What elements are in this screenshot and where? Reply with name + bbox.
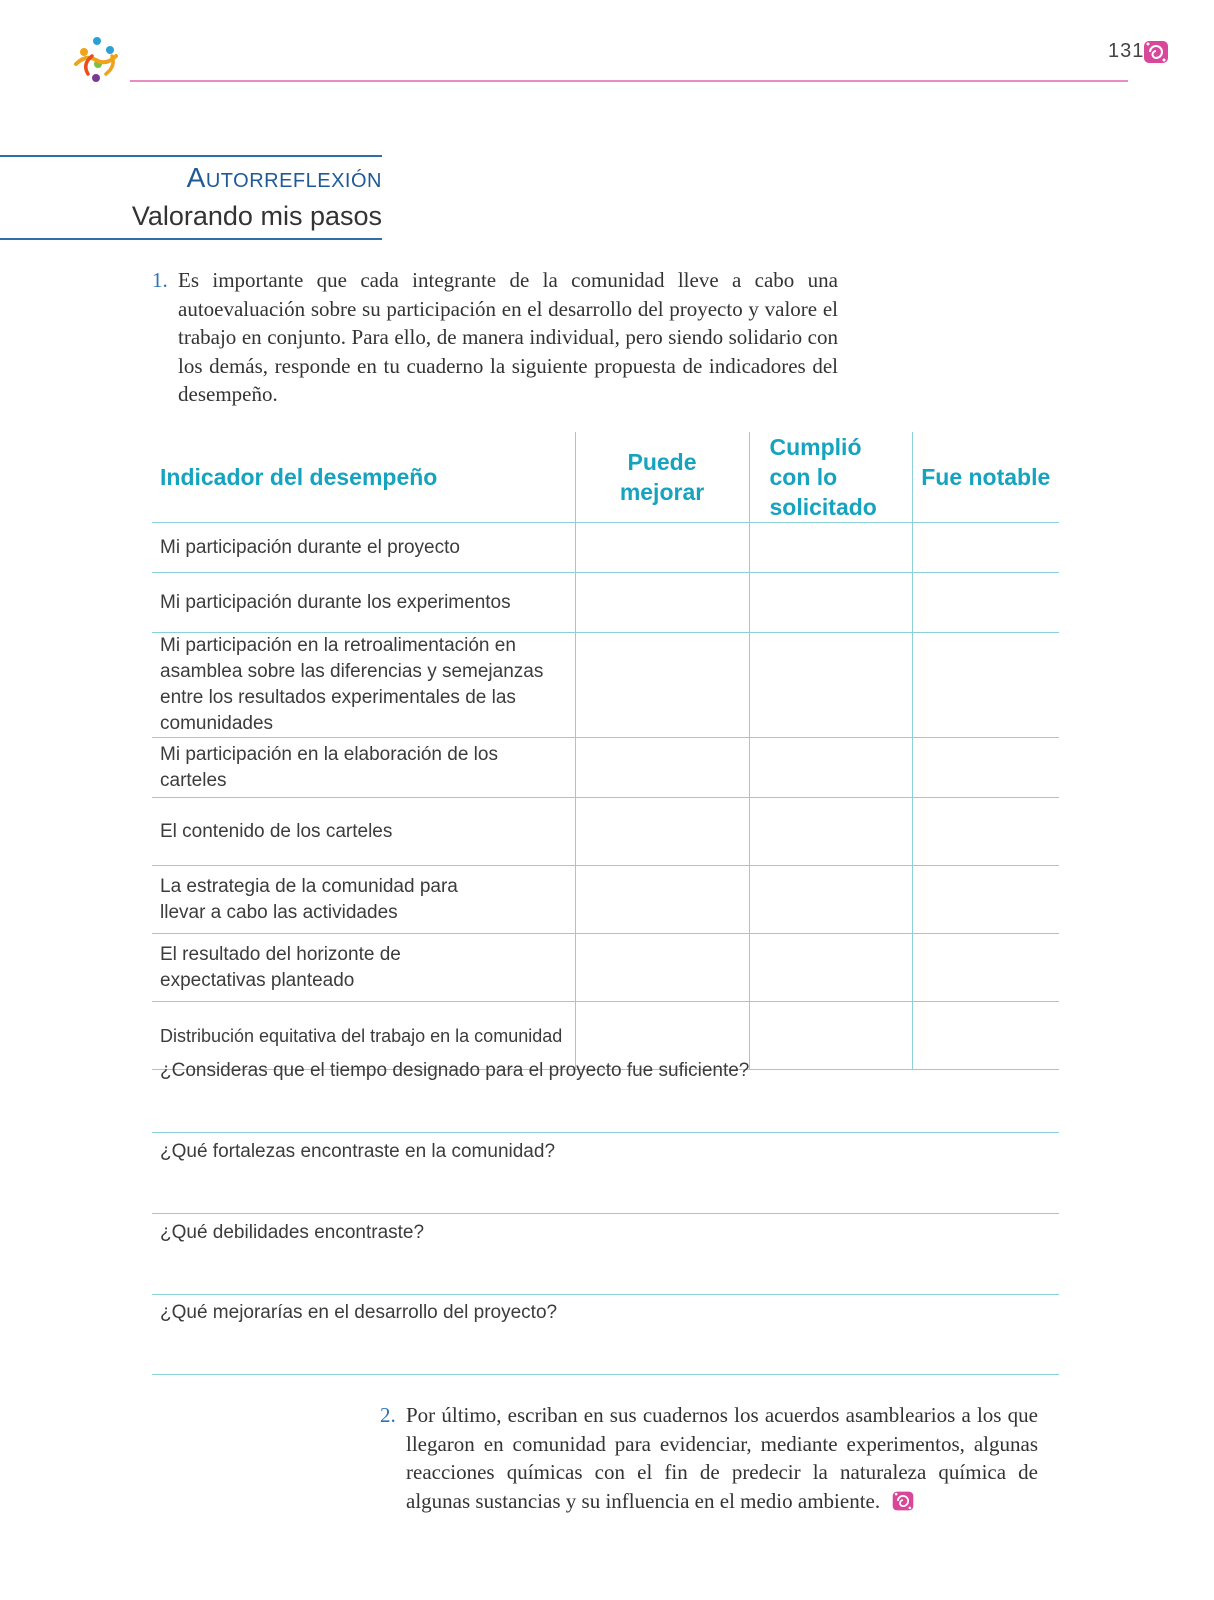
column-header: Fue notable	[912, 432, 1059, 523]
table-row	[152, 934, 1059, 1002]
rating-cell	[575, 934, 749, 1002]
indicator-cell: El contenido de los carteles	[152, 798, 575, 866]
rating-cell	[749, 633, 912, 738]
question-text: ¿Qué debilidades encontraste?	[160, 1222, 425, 1243]
indicator-cell: Mi participación en la elaboración de los carteles	[152, 738, 575, 798]
indicator-cell: Mi participación en la retroalimentación en asamblea sobre las diferencias y semejanzas entre los resultados experimentales de las comunidades	[152, 633, 575, 738]
magenta-spiral-glyph-icon	[1142, 38, 1170, 66]
section-title: Autorreflexión	[186, 162, 382, 193]
rating-cell	[912, 934, 1059, 1002]
question-text: ¿Consideras que el tiempo designado para el proyecto fue suficiente?	[160, 1060, 750, 1081]
page-number: 131	[1108, 40, 1145, 62]
rating-cell	[575, 798, 749, 866]
table-row	[152, 866, 1059, 934]
performance-indicator-table	[152, 432, 1059, 1070]
rating-cell	[575, 523, 749, 573]
column-header: Puede mejorar	[575, 432, 749, 523]
rating-cell	[749, 866, 912, 934]
paragraph-text: Es importante que cada integrante de la comunidad lleve a cabo una autoevaluación sobre su participación en el desarrollo del proyecto y valore el trabajo en conjunto. Para ello, de manera individual, pero siendo solidario con los demás, responde en tu cuaderno la siguiente propuesta de indicadores del desempeño.	[178, 268, 838, 406]
indicator-cell: El resultado del horizonte de expectativas planteado	[152, 934, 575, 1002]
column-header: Indicador del desempeño	[152, 432, 575, 523]
table-row	[152, 633, 1059, 738]
colorful-figures-logo-icon	[72, 34, 124, 84]
instruction-paragraph-2	[380, 1401, 1038, 1515]
table-row	[152, 798, 1059, 866]
question-text: ¿Qué fortalezas encontraste en la comunidad?	[160, 1141, 556, 1162]
indicator-cell: Mi participación durante el proyecto	[152, 523, 575, 573]
header-rule	[130, 80, 1128, 82]
rating-cell	[912, 738, 1059, 798]
column-header: Cumplió con lo solicitado	[749, 432, 912, 523]
rating-cell	[575, 738, 749, 798]
question-row	[152, 1133, 1059, 1214]
rating-cell	[912, 866, 1059, 934]
question-row	[152, 1052, 1059, 1133]
indicator-cell: La estrategia de la comunidad para llevar a cabo las actividades	[152, 866, 575, 934]
heading-rule-bottom	[0, 238, 382, 240]
table-row	[152, 523, 1059, 573]
section-subtitle: Valorando mis pasos	[131, 201, 382, 231]
table-row	[152, 738, 1059, 798]
rating-cell	[749, 738, 912, 798]
rating-cell	[749, 934, 912, 1002]
rating-cell	[749, 798, 912, 866]
rating-cell	[749, 573, 912, 633]
rating-cell	[912, 798, 1059, 866]
rating-cell	[912, 573, 1059, 633]
question-row	[152, 1214, 1059, 1295]
question-text: ¿Qué mejorarías en el desarrollo del proyecto?	[160, 1302, 558, 1323]
indicator-cell: Distribución equitativa del trabajo en la comunidad	[152, 1002, 575, 1070]
table-row	[152, 573, 1059, 633]
question-row	[152, 1294, 1059, 1375]
rating-cell	[575, 573, 749, 633]
item-number: 1.	[152, 268, 168, 292]
rating-cell	[912, 523, 1059, 573]
paragraph-text: Por último, escriban en sus cuadernos los acuerdos asamblearios a los que llegaron en comunidad para evidenciar, mediante experimentos, algunas reacciones químicas con el fin de predecir la naturaleza química de algunas sustancias y su influencia en el medio ambiente.	[406, 1403, 1038, 1513]
indicator-cell: Mi participación durante los experimentos	[152, 573, 575, 633]
rating-cell	[575, 633, 749, 738]
heading-rule-top	[0, 155, 382, 157]
rating-cell	[749, 523, 912, 573]
rating-cell	[912, 633, 1059, 738]
instruction-paragraph-1	[152, 266, 838, 409]
item-number: 2.	[380, 1403, 396, 1427]
rating-cell	[575, 866, 749, 934]
table-header-row	[152, 432, 1059, 523]
magenta-spiral-glyph-icon	[891, 1489, 915, 1513]
